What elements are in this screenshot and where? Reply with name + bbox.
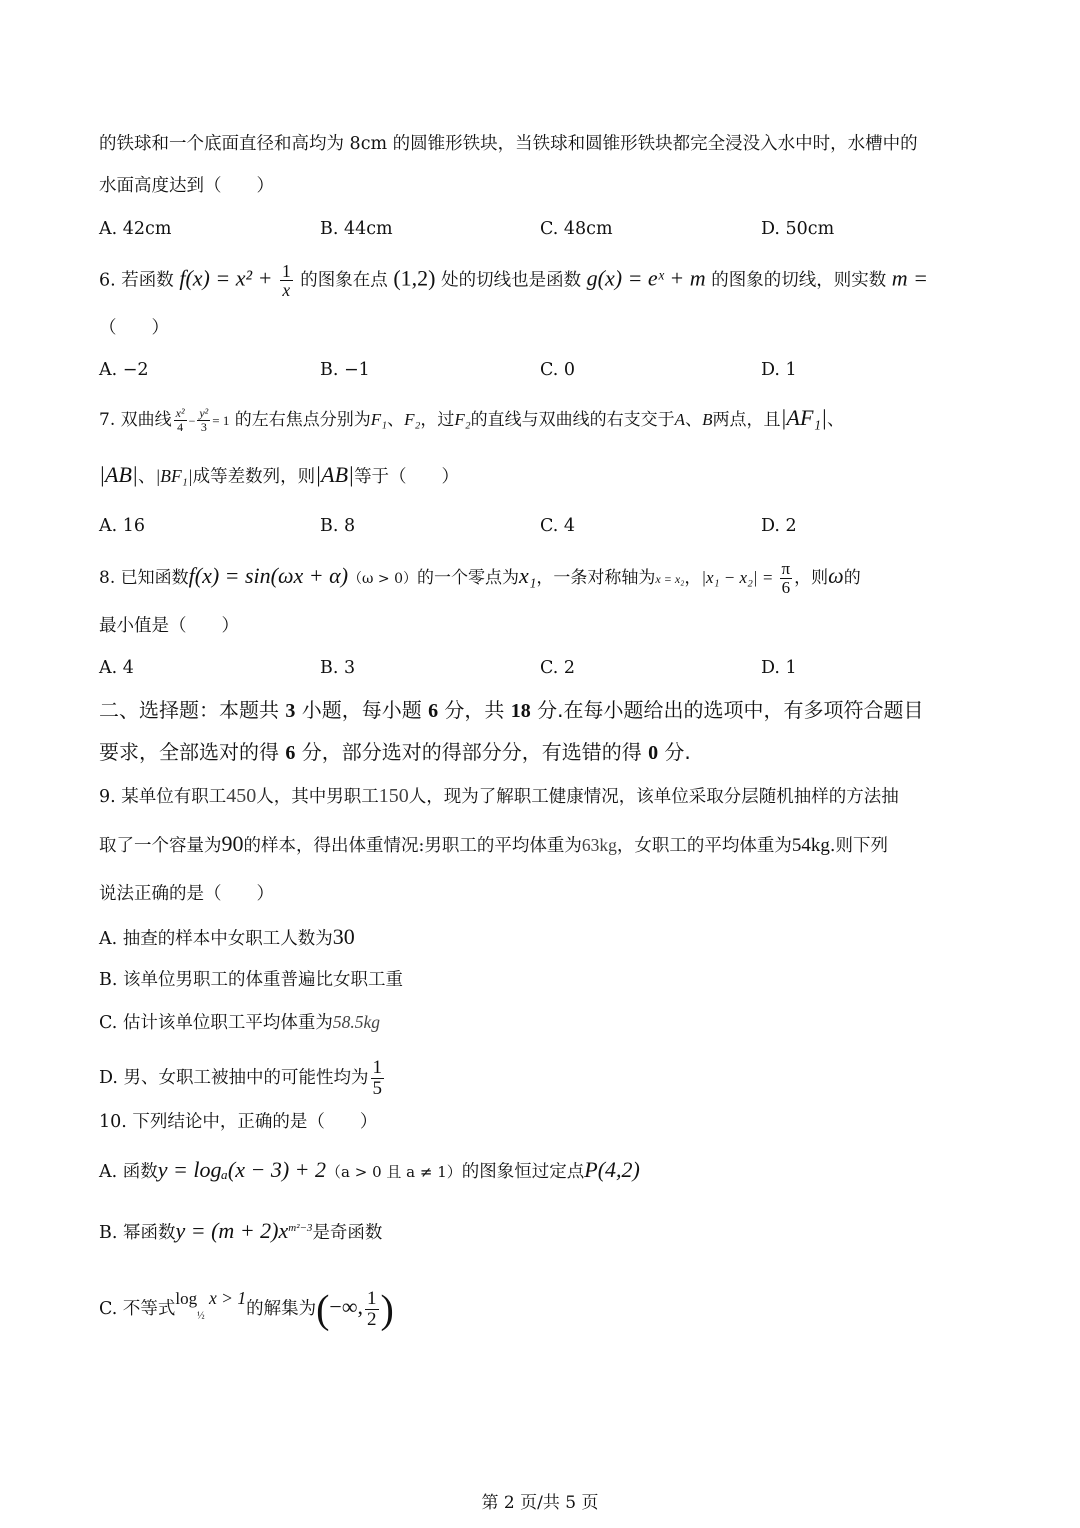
q7-t3: 的直线与双曲线的右支交于 xyxy=(470,410,675,430)
q9-line3: 说法正确的是（ ） xyxy=(99,884,274,904)
section2-n1: 3 xyxy=(285,700,296,722)
q10-option-c-num: 1 xyxy=(367,1288,377,1310)
q8-x1: x₁ xyxy=(519,562,537,588)
q9-option-a-value: 30 xyxy=(332,924,355,949)
section2-l1c: 分，共 xyxy=(438,698,511,722)
q10-option-c-den: 2 xyxy=(367,1309,377,1330)
q9-line2 xyxy=(99,830,984,860)
section2-n5: 0 xyxy=(648,742,659,764)
q10-option-c-lparen: ( xyxy=(316,1286,330,1332)
q6-frac-num: 1 xyxy=(281,261,291,281)
q9-w63: 63kg xyxy=(581,835,617,855)
section2-n2: 6 xyxy=(428,700,439,722)
q9-n150: 150 xyxy=(378,785,409,807)
q8-line1 xyxy=(99,560,984,597)
q7-ab2: |AB| xyxy=(315,462,355,487)
q7-frac-x-num: x² xyxy=(175,406,185,421)
q8-option-d: D. 1 xyxy=(761,658,797,678)
q7-bf1: |BF₁| xyxy=(155,466,193,486)
q6-frac-den: x xyxy=(282,280,291,301)
section2-l2b: 分，部分选对的得部分分，有选错的得 xyxy=(295,740,649,764)
q9-n90: 90 xyxy=(221,831,244,856)
q6-prefix: 6. 若函数 xyxy=(99,270,174,291)
q6-point: (1,2) xyxy=(393,265,436,291)
q7-frac-y xyxy=(197,407,210,433)
q7-f1: F₁ xyxy=(370,410,388,429)
q6-mid3: 的图象的切线，则实数 xyxy=(711,270,887,291)
q9-option-d-den: 5 xyxy=(372,1077,383,1099)
q10-option-b-func: y = (m + 2)x xyxy=(175,1217,289,1243)
q9-l1a: 9. 某单位有职工 xyxy=(99,787,227,807)
q6-func-g: g(x) = eˣ + m xyxy=(586,265,706,291)
q10-option-b-text: 是奇函数 xyxy=(312,1222,383,1243)
q7-option-a: A. 16 xyxy=(99,516,146,536)
q10-option-b xyxy=(99,1214,984,1247)
q8-option-b: B. 3 xyxy=(320,658,356,678)
q7-t7: 成等差数列，则 xyxy=(192,467,316,487)
q7-point-a: A xyxy=(674,410,686,429)
section2-l1b: 小题，每小题 xyxy=(295,698,429,722)
q6-option-b: B. −1 xyxy=(320,360,370,380)
section2-l1d: 分.在每小题给出的选项中，有多项符合题目 xyxy=(530,698,924,722)
q8-func: f(x) = sin(ωx + α) xyxy=(188,562,349,588)
q6-option-d: D. 1 xyxy=(761,360,797,380)
q7-line2 xyxy=(99,461,984,491)
q5-line1: 的铁球和一个底面直径和高均为 8cm 的圆锥形铁块，当铁球和圆锥形铁块都完全浸没入水中时，水槽中的 xyxy=(99,134,918,154)
q10-title: 10. 下列结论中，正确的是（ ） xyxy=(99,1112,378,1132)
q9-l2c: ，女职工的平均体重为 xyxy=(616,836,792,856)
section2-n3: 18 xyxy=(510,700,531,722)
q9-l1c: 人，现为了解职工健康情况，该单位采取分层随机抽样的方法抽 xyxy=(408,787,899,807)
q9-option-a-text: A. 抽查的样本中女职工人数为 xyxy=(99,929,333,949)
q7-option-b: B. 8 xyxy=(320,516,356,536)
q7-t4: 两点，且 xyxy=(712,410,781,430)
q7-t1: 的左右焦点分别为 xyxy=(234,410,371,430)
q7-option-c: C. 4 xyxy=(540,516,576,536)
q6-option-a: A. −2 xyxy=(99,360,149,380)
q9-option-d-frac xyxy=(371,1058,385,1099)
q8-option-c: C. 2 xyxy=(540,658,576,678)
q8-t3: ， xyxy=(684,567,702,588)
q6-func-f: f(x) = x² + xyxy=(179,265,278,291)
q9-l2b: 的样本，得出体重情况:男职工的平均体重为 xyxy=(243,836,582,856)
q9-w54: 54kg xyxy=(791,835,830,856)
section2-l2c: 分. xyxy=(658,740,691,764)
q7-t2: ，过 xyxy=(420,410,455,430)
q7-point-b: B xyxy=(702,410,713,429)
q9-l2a: 取了一个容量为 xyxy=(99,836,222,856)
q7-frac-x-den: 4 xyxy=(177,420,184,434)
section2-n4: 6 xyxy=(285,742,296,764)
q9-n450: 450 xyxy=(226,785,257,807)
q7-af1: |AF₁| xyxy=(780,405,828,430)
q8-line2: 最小值是（ ） xyxy=(99,616,239,636)
q10-option-c xyxy=(99,1284,984,1331)
q6-mid2: 处的切线也是函数 xyxy=(441,270,582,291)
q9-option-c-text: C. 估计该单位职工平均体重为 xyxy=(99,1013,333,1033)
q10-option-a-prefix: A. 函数 xyxy=(99,1162,158,1182)
q6-line1 xyxy=(99,262,984,300)
q10-option-c-ineq: x > 1 xyxy=(204,1288,247,1308)
q10-option-c-rparen: ) xyxy=(380,1286,394,1332)
q8-pi-den: 6 xyxy=(781,577,791,597)
q7-t8: 等于（ ） xyxy=(354,467,460,487)
q5-line2: 水面高度达到（ ） xyxy=(99,176,274,196)
q10-option-c-frac xyxy=(365,1289,379,1330)
q10-option-c-set: −∞, xyxy=(329,1294,364,1319)
q8-cond: （ω > 0） xyxy=(348,570,417,587)
q9-option-c xyxy=(99,1008,984,1037)
q6-var-m: m = xyxy=(891,265,929,291)
q7-frac-x xyxy=(174,407,187,433)
q5-option-a: A. 42cm xyxy=(99,219,172,239)
q7-eq-rest: = 1 xyxy=(212,413,230,428)
q7-sep2: 、 xyxy=(685,410,703,430)
q9-line1 xyxy=(99,782,984,811)
q9-option-d xyxy=(99,1058,984,1099)
q8-axis: x = x₂ xyxy=(655,571,685,586)
q10-option-a-func: y = logₐ(x − 3) + 2 xyxy=(157,1157,327,1182)
q8-pi-frac xyxy=(780,560,793,597)
q8-abs: |x₁ − x₂| = xyxy=(701,567,778,587)
q5-option-d: D. 50cm xyxy=(761,219,835,239)
section2-l2a: 要求，全部选对的得 xyxy=(99,740,286,764)
q8-t4: ，则 xyxy=(794,567,829,588)
q8-pi-num: π xyxy=(781,559,791,578)
q6-paren: （ ） xyxy=(99,318,169,338)
q9-option-b: B. 该单位男职工的体重普遍比女职工重 xyxy=(99,970,403,990)
q9-l2d: .则下列 xyxy=(829,836,888,856)
q8-t1: 的一个零点为 xyxy=(417,567,519,588)
section2-line2 xyxy=(99,734,984,771)
q9-option-a xyxy=(99,923,984,953)
q8-option-a: A. 4 xyxy=(99,658,134,678)
q7-t6: 、 xyxy=(137,467,156,487)
q7-frac-y-den: 3 xyxy=(200,420,207,434)
q10-option-c-text: 的解集为 xyxy=(246,1299,317,1319)
q7-frac-y-num: y² xyxy=(199,406,209,421)
q10-option-b-prefix: B. 幂函数 xyxy=(99,1222,176,1243)
q9-option-d-num: 1 xyxy=(372,1057,383,1078)
q10-option-b-exp: m²−3 xyxy=(288,1222,313,1234)
q6-mid1: 的图象在点 xyxy=(300,270,388,291)
q9-option-d-text: D. 男、女职工被抽中的可能性均为 xyxy=(99,1067,369,1088)
q9-option-c-value: 58.5kg xyxy=(332,1012,381,1032)
q7-line1 xyxy=(99,404,984,435)
page-footer: 第 2 页/共 5 页 xyxy=(481,1493,599,1513)
q7-f2b: F₂ xyxy=(454,410,471,429)
q10-option-c-log: log xyxy=(175,1289,198,1308)
section2-line1 xyxy=(99,692,984,729)
q7-ab: |AB| xyxy=(99,462,138,487)
q10-option-c-prefix: C. 不等式 xyxy=(99,1299,176,1319)
q10-option-c-base: ½ xyxy=(197,1310,205,1322)
q7-f2: F₂ xyxy=(404,410,421,429)
q10-option-a xyxy=(99,1156,984,1186)
q7-option-d: D. 2 xyxy=(761,516,797,536)
q8-t5: 的 xyxy=(843,567,861,588)
q10-option-a-cond: （a > 0 且 a ≠ 1） xyxy=(326,1163,462,1181)
q6-fraction xyxy=(280,262,293,300)
q7-t5: 、 xyxy=(827,410,845,430)
q8-omega: ω xyxy=(828,562,844,588)
q10-option-a-text: 的图象恒过定点 xyxy=(461,1162,585,1182)
q10-option-a-point: P(4,2) xyxy=(584,1157,640,1182)
section2-l1a: 二、选择题：本题共 xyxy=(99,698,286,722)
q7-minus: − xyxy=(188,414,196,428)
q5-option-b: B. 44cm xyxy=(320,219,393,239)
q8-t2: ，一条对称轴为 xyxy=(536,567,656,588)
q9-l1b: 人，其中男职工 xyxy=(256,787,379,807)
q7-prefix: 7. 双曲线 xyxy=(99,410,172,430)
q5-option-c: C. 48cm xyxy=(540,219,613,239)
q6-option-c: C. 0 xyxy=(540,360,576,380)
q8-prefix: 8. 已知函数 xyxy=(99,567,189,588)
q7-sep1: 、 xyxy=(387,410,405,430)
